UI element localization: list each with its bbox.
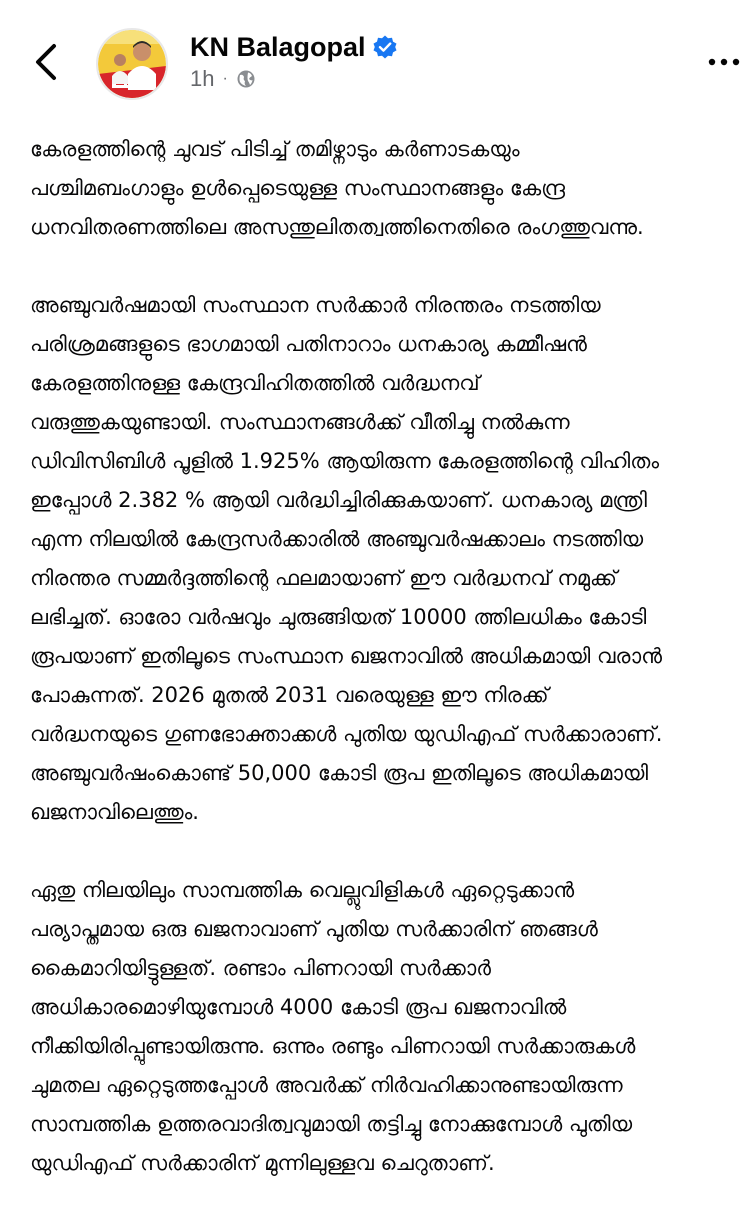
post-text-line: യുഡിഎഫ് സർക്കാരിന് മുന്നിലുള്ളവ ചെറുതാണ്. — [30, 1151, 495, 1175]
post-paragraph — [30, 130, 742, 247]
post-paragraph — [30, 871, 742, 1183]
post-text-line: അഞ്ചുവർഷമായി സംസ്ഥാന സർക്കാർ നിരന്തരം നടത്തിയ — [30, 293, 601, 317]
post-text-line: അധികാരമൊഴിയുമ്പോൾ 4000 കോടി രൂപ ഖജനാവിൽ — [30, 995, 567, 1019]
post-text-line: ലഭിച്ചത്. ഓരോ വർഷവും ചുരുങ്ങിയത് 10000 ത്തിലധികം കോടി — [30, 605, 647, 629]
profile-photo — [98, 30, 166, 98]
avatar[interactable] — [96, 28, 168, 100]
post-text-line: കേരളത്തിന്റെ ചുവട് പിടിച്ച് തമിഴ്നാടും കർണാടകയും — [30, 137, 520, 161]
post-header — [0, 0, 749, 124]
post-text — [30, 130, 742, 1222]
author-name[interactable]: KN Balagopal — [190, 31, 366, 62]
post-text-line: ധനവിതരണത്തിലെ അസന്തുലിതത്വത്തിനെതിരെ രംഗത്തുവന്നു. — [30, 215, 644, 239]
post-text-line: ഇപ്പോൾ 2.382 % ആയി വർദ്ധിച്ചിരിക്കുകയാണ്. ധനകാര്യ മന്ത്രി — [30, 488, 647, 512]
back-button[interactable] — [28, 40, 68, 84]
post-text-line: നിരന്തര സമ്മർദ്ദത്തിന്റെ ഫലമായാണ് ഈ വർദ്ധനവ് നമുക്ക് — [30, 566, 617, 590]
post-paragraph — [30, 286, 742, 832]
post-text-line: ഏതു നിലയിലും സാമ്പത്തിക വെല്ലുവിളികൾ ഏറ്റെടുക്കാൻ — [30, 878, 575, 902]
verified-badge-icon — [372, 34, 398, 60]
more-options-button[interactable] — [706, 50, 742, 74]
post-text-line: സാമ്പത്തിക ഉത്തരവാദിത്വവുമായി തട്ടിച്ചു നോക്കുമ്പോൾ പുതിയ — [30, 1112, 633, 1136]
post-text-line: എന്ന നിലയിൽ കേന്ദ്രസർക്കാരിൽ അഞ്ചുവർഷക്കാലം നടത്തിയ — [30, 527, 644, 551]
post-text-line: പരിശ്രമങ്ങളുടെ ഭാഗമായി പതിനാറാം ധനകാര്യ കമ്മീഷൻ — [30, 332, 587, 356]
post-text-line: ഖജനാവിലെത്തും. — [30, 800, 199, 824]
post-text-line: കൈമാറിയിട്ടുള്ളത്. രണ്ടാം പിണറായി സർക്കാർ — [30, 956, 492, 980]
author-row — [190, 30, 398, 64]
post-text-line: ഡിവിസിബിൾ പൂളിൽ 1.925% ആയിരുന്ന കേരളത്തിന്റെ വിഹിതം — [30, 449, 660, 473]
post-text-line: വർദ്ധനയുടെ ഗുണഭോക്താക്കൾ പുതിയ യുഡിഎഫ് സർക്കാരാണ്. — [30, 722, 663, 746]
chevron-left-icon — [28, 40, 68, 84]
post-text-line: പശ്ചിമബംഗാളും ഉൾപ്പെടെയുള്ള സംസ്ഥാനങ്ങളും കേന്ദ്ര — [30, 176, 565, 200]
more-horizontal-icon — [706, 50, 742, 74]
post-meta — [190, 64, 256, 94]
post-text-line: വരുത്തുകയുണ്ടായി. സംസ്ഥാനങ്ങൾക്ക് വീതിച്ചു നൽകുന്ന — [30, 410, 570, 434]
post-text-line: കേരളത്തിനുള്ള കേന്ദ്രവിഹിതത്തിൽ വർദ്ധനവ് — [30, 371, 480, 395]
post-text-line: ചുമതല ഏറ്റെടുത്തപ്പോൾ അവർക്ക് നിർവഹിക്കാനുണ്ടായിരുന്ന — [30, 1073, 623, 1097]
post-text-line: പര്യാപ്തമായ ഒരു ഖജനാവാണ് പുതിയ സർക്കാരിന് ഞങ്ങൾ — [30, 917, 598, 941]
post-text-line: നീക്കിയിരിപ്പുണ്ടായിരുന്നു. ഒന്നും രണ്ടും പിണറായി സർക്കാരുകൾ — [30, 1034, 636, 1058]
meta-separator: · — [222, 70, 228, 87]
post-text-line: പോകുന്നത്. 2026 മുതൽ 2031 വരെയുള്ള ഈ നിരക്ക് — [30, 683, 549, 707]
post-text-line: അഞ്ചുവർഷംകൊണ്ട് 50,000 കോടി രൂപ ഇതിലൂടെ അധികമായി — [30, 761, 649, 785]
post-text-line: രൂപയാണ് ഇതിലൂടെ സംസ്ഥാന ഖജനാവിൽ അധികമായി വരാൻ — [30, 644, 662, 668]
globe-icon[interactable] — [236, 69, 256, 89]
timestamp[interactable]: 1h — [190, 66, 215, 91]
